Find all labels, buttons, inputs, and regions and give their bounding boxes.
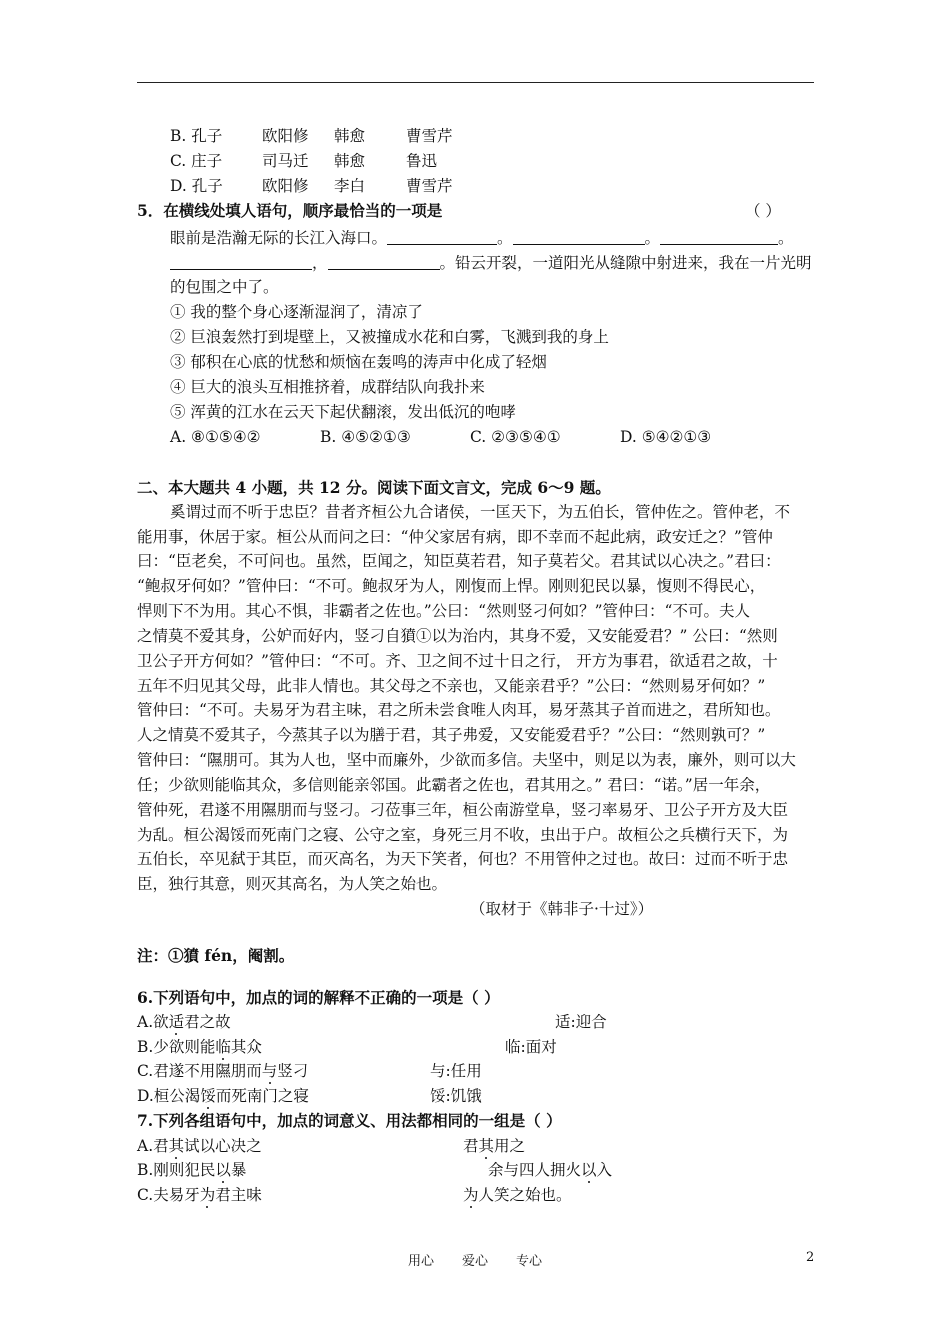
q7-option-c-right: 为人笑之始也。 xyxy=(463,1186,572,1204)
answer-blank xyxy=(328,255,440,270)
q6-gloss-a: 适:迎合 xyxy=(555,1013,607,1031)
dotted-word: 以 xyxy=(581,1161,597,1179)
q4-option-c: C. 庄子 司马迁 韩愈 鲁迅 xyxy=(170,152,438,170)
q6-stem: 6.下列语句中，加点的词的解释不正确的一项是（ ） xyxy=(137,988,500,1007)
q6-gloss-b: 临:面对 xyxy=(505,1038,557,1056)
answer-blank xyxy=(660,230,778,245)
dotted-word: 为 xyxy=(199,1186,216,1204)
q6-gloss-d: 馁:饥饿 xyxy=(430,1087,482,1105)
q7-option-b-right: 余与四人拥火以入 xyxy=(488,1161,613,1179)
q5-stem: 5．在横线处填人语句，顺序最恰当的一项是 xyxy=(137,201,443,220)
passage-line: 五伯长，卒见弑于其臣，而灭高名，为天下笑者，何也？不用管仲之过也。故曰：过而不听于忠 xyxy=(137,850,789,868)
q7-option-a-right: 君其用之 xyxy=(463,1137,526,1155)
q5-item: ② 巨浪轰然打到堤壁上，又被撞成水花和白雾，飞溅到我的身上 xyxy=(170,328,609,346)
section2-heading: 二、本大题共 4 小题，共 12 分。阅读下面文言文，完成 6～9 题。 xyxy=(137,478,611,497)
q7-option-a-left: A.君其试以心决之 xyxy=(137,1137,262,1155)
passage-line: 人之情莫不爱其子，今蒸其子以为膳于君，其子弗爱，又安能爱君乎？”公曰：“然则孰可？” xyxy=(137,726,766,744)
passage-note: 注：①獖 fén，阉割。 xyxy=(137,946,295,965)
passage-line: 奚谓过而不听于忠臣？昔者齐桓公九合诸侯，一匡天下，为五伯长，管仲佐之。管仲老，不 xyxy=(170,503,791,521)
q4-option-d: D. 孔子 欧阳修 李白 曹雪芹 xyxy=(170,177,453,195)
passage-line: 五年不归见其父母，此非人情也。其父母之不亲也，又能亲君乎？”公曰：“然则易牙何如？” xyxy=(137,677,766,695)
dotted-word: 其 xyxy=(168,1137,185,1155)
q5-item: ④ 巨大的浪头互相推挤着，成群结队向我扑来 xyxy=(170,378,485,396)
dotted-word: 其 xyxy=(478,1137,495,1155)
dotted-word: 临 xyxy=(215,1038,231,1056)
q7-option-c-left: C.夫易牙为君主味 xyxy=(137,1186,262,1204)
passage-source: （取材于《韩非子·十过》） xyxy=(470,900,654,918)
dotted-word: 馁 xyxy=(200,1087,216,1105)
footer-motto: 爱心 xyxy=(461,1254,488,1269)
q6-option-d: D.桓公渴馁而死南门之寝 xyxy=(137,1087,309,1105)
q5-sentence-line2: ， 。铅云开裂，一道阳光从缝隙中射进来，我在一片光明 xyxy=(170,253,812,273)
passage-line: 卫公子开方何如？”管仲曰：“不可。齐、卫之间不过十日之行， 开方为事君，欲适君之故，十 xyxy=(137,652,778,670)
passage-line: 管仲死，君遂不用隰朋而与竖刁。刁莅事三年，桓公南游堂阜，竖刁率易牙、卫公子开方及大臣 xyxy=(137,801,789,819)
q5-sentence-line1: 眼前是浩瀚无际的长江入海口。 。 。 。 xyxy=(170,229,794,247)
footer-motto: 专心 xyxy=(516,1254,543,1269)
q4-option-b: B. 孔子 欧阳修 韩愈 曹雪芹 xyxy=(170,127,453,145)
q6-option-c: C.君遂不用隰朋而与竖刁 xyxy=(137,1062,309,1080)
q5-choices: A. ⑧①⑤④② B. ④⑤②①③ C. ②③⑤④① D. ⑤④②①③ xyxy=(170,428,712,446)
passage-line: 臣，独行其意，则灭其高名，为人笑之始也。 xyxy=(137,875,448,893)
page-number: 2 xyxy=(806,1250,815,1265)
answer-blank xyxy=(387,230,497,245)
q7-stem: 7.下列各组语句中，加点的词意义、用法都相同的一组是（ ） xyxy=(137,1111,562,1130)
passage-line: “鲍叔牙何如？”管仲曰：“不可。鲍叔牙为人，刚愎而上悍。刚则犯民以暴，愎则不得民心， xyxy=(137,577,766,595)
q5-answer-paren: （ ） xyxy=(745,202,781,220)
passage-line: 任；少欲则能临其众，多信则能亲邻国。此霸者之佐也，君其用之。” 君曰：“诺。”居一年余， xyxy=(137,776,771,794)
q6-gloss-c: 与:任用 xyxy=(430,1062,482,1080)
passage-line: 之情莫不爱其身，公妒而好内，竖刁自獖①以为治内，其身不爱，又安能爱君？” 公曰：“然则 xyxy=(137,627,778,645)
q5-item: ① 我的整个身心逐渐湿润了，清凉了 xyxy=(170,303,423,321)
passage-line: 管仲曰：“不可。夫易牙为君主味，君之所未尝食唯人肉耳，易牙蒸其子首而进之，君所知也。 xyxy=(137,701,781,719)
passage-line: 能用事，休居于家。桓公从而问之曰：“仲父家居有病，即不幸而不起此病，政安迁之？”管仲 xyxy=(137,528,773,546)
passage-line: 悍则下不为用。其心不惧，非霸者之佐也。”公曰：“然则竖刁何如？”管仲曰：“不可。夫人 xyxy=(137,602,750,620)
q7-option-b-left: B.刚则犯民以暴 xyxy=(137,1161,247,1179)
header-rule xyxy=(137,82,814,83)
footer-motto: 用心 xyxy=(407,1254,434,1269)
dotted-word: 以 xyxy=(215,1161,231,1179)
q5-item: ③ 郁积在心底的忧愁和烦恼在轰鸣的涛声中化成了轻烟 xyxy=(170,353,547,371)
passage-line: 为乱。桓公渴馁而死南门之寝、公守之室，身死三月不收，虫出于户。故桓公之兵横行天下，为 xyxy=(137,826,789,844)
q6-option-a: A.欲适君之故 xyxy=(137,1013,231,1031)
q5-sentence-line3: 的包围之中了。 xyxy=(170,278,279,296)
dotted-word: 为 xyxy=(463,1186,479,1204)
q5-item: ⑤ 浑黄的江水在云天下起伏翻滚，发出低沉的咆哮 xyxy=(170,403,516,421)
q6-option-b: B.少欲则能临其众 xyxy=(137,1038,262,1056)
passage-line: 管仲曰：“隰朋可。其为人也，坚中而廉外，少欲而多信。夫坚中，则足以为表，廉外，则可以大 xyxy=(137,751,796,769)
dotted-word: 适 xyxy=(168,1013,185,1031)
passage-line: 曰：“臣老矣，不可问也。虽然，臣闻之，知臣莫若君，知子莫若父。君其试以心决之。”君曰： xyxy=(137,552,781,570)
answer-blank xyxy=(513,230,645,245)
answer-blank xyxy=(170,255,312,270)
dotted-word: 与 xyxy=(261,1062,278,1080)
